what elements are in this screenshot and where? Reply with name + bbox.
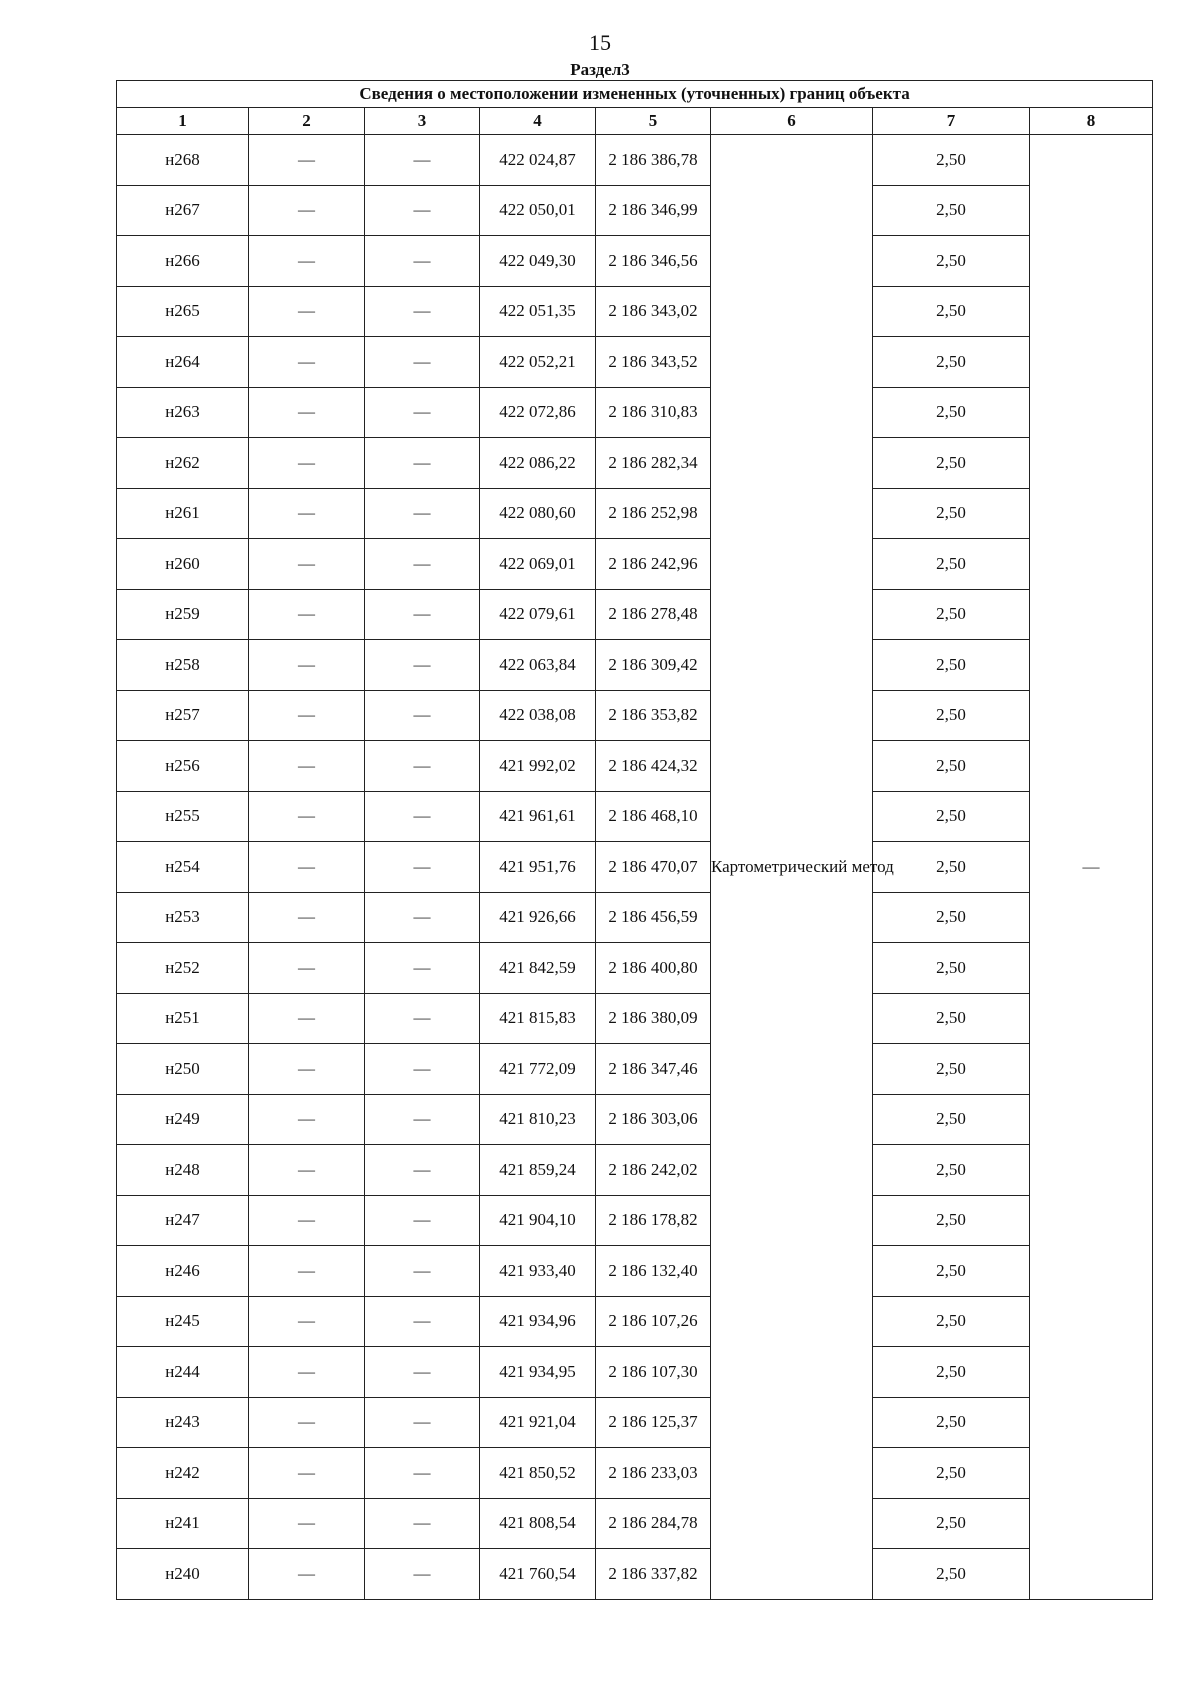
dash-cell: — — [249, 1044, 365, 1095]
dash-cell: — — [249, 1145, 365, 1196]
dash-cell: — — [249, 1549, 365, 1600]
coord-y-cell: 2 186 343,52 — [596, 337, 711, 388]
table-row — [117, 690, 1153, 741]
dash-cell: — — [365, 1094, 480, 1145]
coord-x-cell: 421 961,61 — [480, 791, 596, 842]
table-row — [117, 1145, 1153, 1196]
dash-cell: — — [365, 1246, 480, 1297]
dash-cell: — — [365, 1498, 480, 1549]
accuracy-cell: 2,50 — [873, 791, 1030, 842]
coord-x-cell: 421 760,54 — [480, 1549, 596, 1600]
dash-cell: — — [249, 387, 365, 438]
coord-x-cell: 422 051,35 — [480, 286, 596, 337]
coord-x-cell: 422 080,60 — [480, 488, 596, 539]
coord-y-cell: 2 186 424,32 — [596, 741, 711, 792]
dash-cell: — — [365, 1296, 480, 1347]
coord-x-cell: 421 815,83 — [480, 993, 596, 1044]
dash-cell: — — [249, 337, 365, 388]
coord-x-cell: 421 934,95 — [480, 1347, 596, 1398]
coord-y-cell: 2 186 252,98 — [596, 488, 711, 539]
coord-x-cell: 422 050,01 — [480, 185, 596, 236]
accuracy-cell: 2,50 — [873, 589, 1030, 640]
dash-cell: — — [249, 640, 365, 691]
dash-cell: — — [365, 1044, 480, 1095]
dash-cell: — — [365, 1549, 480, 1600]
coord-y-cell: 2 186 468,10 — [596, 791, 711, 842]
dash-cell: — — [249, 741, 365, 792]
coord-y-cell: 2 186 456,59 — [596, 892, 711, 943]
dash-cell: — — [365, 387, 480, 438]
point-name-cell: н259 — [117, 589, 249, 640]
point-name-cell: н266 — [117, 236, 249, 287]
coord-y-cell: 2 186 125,37 — [596, 1397, 711, 1448]
accuracy-cell: 2,50 — [873, 943, 1030, 994]
point-name-cell: н250 — [117, 1044, 249, 1095]
coord-x-cell: 422 052,21 — [480, 337, 596, 388]
table-row — [117, 286, 1153, 337]
coord-x-cell: 422 038,08 — [480, 690, 596, 741]
accuracy-cell: 2,50 — [873, 993, 1030, 1044]
dash-cell: — — [249, 539, 365, 590]
coord-x-cell: 421 859,24 — [480, 1145, 596, 1196]
point-name-cell: н252 — [117, 943, 249, 994]
table-row — [117, 943, 1153, 994]
coord-y-cell: 2 186 233,03 — [596, 1448, 711, 1499]
dash-cell: — — [249, 286, 365, 337]
coord-x-cell: 421 992,02 — [480, 741, 596, 792]
coord-y-cell: 2 186 107,30 — [596, 1347, 711, 1398]
dash-cell: — — [365, 337, 480, 388]
point-name-cell: н258 — [117, 640, 249, 691]
coord-x-cell: 421 842,59 — [480, 943, 596, 994]
coord-x-cell: 422 049,30 — [480, 236, 596, 287]
dash-cell: — — [365, 791, 480, 842]
accuracy-cell: 2,50 — [873, 488, 1030, 539]
column-number: 1 — [117, 108, 249, 135]
coord-x-cell: 421 933,40 — [480, 1246, 596, 1297]
coord-x-cell: 421 810,23 — [480, 1094, 596, 1145]
dash-cell: — — [249, 236, 365, 287]
point-name-cell: н260 — [117, 539, 249, 590]
point-name-cell: н243 — [117, 1397, 249, 1448]
dash-cell: — — [249, 488, 365, 539]
coord-x-cell: 422 024,87 — [480, 135, 596, 186]
accuracy-cell: 2,50 — [873, 690, 1030, 741]
coord-x-cell: 421 808,54 — [480, 1498, 596, 1549]
point-name-cell: н257 — [117, 690, 249, 741]
dash-cell: — — [249, 1347, 365, 1398]
table-title-row — [117, 81, 1153, 108]
accuracy-cell: 2,50 — [873, 1195, 1030, 1246]
coord-y-cell: 2 186 343,02 — [596, 286, 711, 337]
column-number: 2 — [249, 108, 365, 135]
coord-x-cell: 422 079,61 — [480, 589, 596, 640]
coord-x-cell: 421 934,96 — [480, 1296, 596, 1347]
coord-y-cell: 2 186 282,34 — [596, 438, 711, 489]
dash-cell: — — [249, 1195, 365, 1246]
coord-x-cell: 421 850,52 — [480, 1448, 596, 1499]
dash-cell: — — [249, 993, 365, 1044]
table-row — [117, 1094, 1153, 1145]
coord-y-cell: 2 186 353,82 — [596, 690, 711, 741]
coord-x-cell: 421 904,10 — [480, 1195, 596, 1246]
accuracy-cell: 2,50 — [873, 1549, 1030, 1600]
coordinates-table — [116, 80, 1153, 1600]
coord-y-cell: 2 186 278,48 — [596, 589, 711, 640]
coord-x-cell: 421 772,09 — [480, 1044, 596, 1095]
dash-cell: — — [365, 1448, 480, 1499]
table-row — [117, 438, 1153, 489]
table-row — [117, 1397, 1153, 1448]
dash-cell: — — [249, 438, 365, 489]
table-title: Сведения о местоположении измененных (уточненных) границ объекта — [117, 81, 1153, 108]
table-body — [117, 135, 1153, 1600]
table-row — [117, 1195, 1153, 1246]
dash-cell: — — [365, 842, 480, 893]
dash-cell: — — [365, 135, 480, 186]
dash-cell: — — [365, 741, 480, 792]
coord-y-cell: 2 186 242,02 — [596, 1145, 711, 1196]
table-row — [117, 1549, 1153, 1600]
table-row — [117, 1246, 1153, 1297]
table-row — [117, 741, 1153, 792]
accuracy-cell: 2,50 — [873, 1044, 1030, 1095]
table-row — [117, 842, 1153, 893]
coord-y-cell: 2 186 386,78 — [596, 135, 711, 186]
coord-x-cell: 421 951,76 — [480, 842, 596, 893]
point-name-cell: н255 — [117, 791, 249, 842]
dash-cell: — — [365, 1145, 480, 1196]
accuracy-cell: 2,50 — [873, 892, 1030, 943]
accuracy-cell: 2,50 — [873, 438, 1030, 489]
accuracy-cell: 2,50 — [873, 1498, 1030, 1549]
coord-y-cell: 2 186 178,82 — [596, 1195, 711, 1246]
dash-cell: — — [249, 1094, 365, 1145]
point-name-cell: н245 — [117, 1296, 249, 1347]
accuracy-cell: 2,50 — [873, 1296, 1030, 1347]
coord-x-cell: 422 063,84 — [480, 640, 596, 691]
dash-cell: — — [365, 993, 480, 1044]
point-name-cell: н247 — [117, 1195, 249, 1246]
point-name-cell: н249 — [117, 1094, 249, 1145]
point-name-cell: н264 — [117, 337, 249, 388]
coord-y-cell: 2 186 470,07 — [596, 842, 711, 893]
dash-cell: — — [365, 185, 480, 236]
accuracy-cell: 2,50 — [873, 1397, 1030, 1448]
dash-cell: — — [249, 135, 365, 186]
point-name-cell: н261 — [117, 488, 249, 539]
dash-cell: — — [365, 589, 480, 640]
dash-cell: — — [249, 1397, 365, 1448]
dash-cell: — — [365, 1195, 480, 1246]
method-cell: Картометрический метод — [711, 135, 873, 1600]
table-row — [117, 387, 1153, 438]
dash-cell: — — [365, 488, 480, 539]
table-row — [117, 640, 1153, 691]
column-number: 5 — [596, 108, 711, 135]
coord-y-cell: 2 186 107,26 — [596, 1296, 711, 1347]
table-row — [117, 539, 1153, 590]
accuracy-cell: 2,50 — [873, 1347, 1030, 1398]
point-name-cell: н244 — [117, 1347, 249, 1398]
dash-cell: — — [365, 539, 480, 590]
coord-y-cell: 2 186 284,78 — [596, 1498, 711, 1549]
accuracy-cell: 2,50 — [873, 1448, 1030, 1499]
table-row — [117, 337, 1153, 388]
accuracy-cell: 2,50 — [873, 387, 1030, 438]
accuracy-cell: 2,50 — [873, 135, 1030, 186]
column-number: 7 — [873, 108, 1030, 135]
dash-cell: — — [365, 943, 480, 994]
dash-cell: — — [249, 1448, 365, 1499]
accuracy-cell: 2,50 — [873, 539, 1030, 590]
point-name-cell: н253 — [117, 892, 249, 943]
accuracy-cell: 2,50 — [873, 1094, 1030, 1145]
dash-cell: — — [365, 640, 480, 691]
dash-cell: — — [249, 943, 365, 994]
coord-y-cell: 2 186 303,06 — [596, 1094, 711, 1145]
column-8-cell: — — [1030, 135, 1153, 1600]
dash-cell: — — [249, 690, 365, 741]
dash-cell: — — [365, 1397, 480, 1448]
coord-y-cell: 2 186 346,99 — [596, 185, 711, 236]
point-name-cell: н262 — [117, 438, 249, 489]
accuracy-cell: 2,50 — [873, 185, 1030, 236]
accuracy-cell: 2,50 — [873, 741, 1030, 792]
coord-y-cell: 2 186 347,46 — [596, 1044, 711, 1095]
coord-x-cell: 422 069,01 — [480, 539, 596, 590]
table-row — [117, 1044, 1153, 1095]
coord-y-cell: 2 186 346,56 — [596, 236, 711, 287]
page-number: 15 — [589, 30, 611, 55]
coord-y-cell: 2 186 337,82 — [596, 1549, 711, 1600]
dash-cell: — — [249, 1246, 365, 1297]
point-name-cell: н251 — [117, 993, 249, 1044]
point-name-cell: н248 — [117, 1145, 249, 1196]
accuracy-cell: 2,50 — [873, 1246, 1030, 1297]
table-row — [117, 1347, 1153, 1398]
dash-cell: — — [365, 1347, 480, 1398]
column-number-row — [117, 108, 1153, 135]
accuracy-cell: 2,50 — [873, 1145, 1030, 1196]
coord-y-cell: 2 186 132,40 — [596, 1246, 711, 1297]
point-name-cell: н240 — [117, 1549, 249, 1600]
dash-cell: — — [365, 236, 480, 287]
table-row — [117, 1498, 1153, 1549]
table-row — [117, 589, 1153, 640]
column-number: 3 — [365, 108, 480, 135]
dash-cell: — — [365, 690, 480, 741]
coord-y-cell: 2 186 309,42 — [596, 640, 711, 691]
coord-x-cell: 421 921,04 — [480, 1397, 596, 1448]
point-name-cell: н268 — [117, 135, 249, 186]
coord-y-cell: 2 186 380,09 — [596, 993, 711, 1044]
dash-cell: — — [365, 286, 480, 337]
accuracy-cell: 2,50 — [873, 337, 1030, 388]
coord-y-cell: 2 186 400,80 — [596, 943, 711, 994]
accuracy-cell: 2,50 — [873, 842, 1030, 893]
point-name-cell: н263 — [117, 387, 249, 438]
table-row — [117, 1448, 1153, 1499]
point-name-cell: н241 — [117, 1498, 249, 1549]
table-row — [117, 892, 1153, 943]
dash-cell: — — [249, 892, 365, 943]
dash-cell: — — [249, 589, 365, 640]
point-name-cell: н256 — [117, 741, 249, 792]
accuracy-cell: 2,50 — [873, 236, 1030, 287]
table-row — [117, 185, 1153, 236]
coord-x-cell: 422 072,86 — [480, 387, 596, 438]
coord-y-cell: 2 186 242,96 — [596, 539, 711, 590]
accuracy-cell: 2,50 — [873, 286, 1030, 337]
dash-cell: — — [249, 791, 365, 842]
dash-cell: — — [249, 185, 365, 236]
column-number: 6 — [711, 108, 873, 135]
coord-y-cell: 2 186 310,83 — [596, 387, 711, 438]
dash-cell: — — [249, 1498, 365, 1549]
dash-cell: — — [365, 892, 480, 943]
table-row — [117, 1296, 1153, 1347]
section-title: Раздел3 — [570, 60, 630, 79]
point-name-cell: н254 — [117, 842, 249, 893]
dash-cell: — — [365, 438, 480, 489]
point-name-cell: н242 — [117, 1448, 249, 1499]
table-row — [117, 135, 1153, 186]
table-row — [117, 791, 1153, 842]
dash-cell: — — [249, 1296, 365, 1347]
table-row — [117, 488, 1153, 539]
table-row — [117, 993, 1153, 1044]
dash-cell: — — [249, 842, 365, 893]
coord-x-cell: 422 086,22 — [480, 438, 596, 489]
table-row — [117, 236, 1153, 287]
column-number: 8 — [1030, 108, 1153, 135]
point-name-cell: н265 — [117, 286, 249, 337]
point-name-cell: н246 — [117, 1246, 249, 1297]
point-name-cell: н267 — [117, 185, 249, 236]
coord-x-cell: 421 926,66 — [480, 892, 596, 943]
accuracy-cell: 2,50 — [873, 640, 1030, 691]
column-number: 4 — [480, 108, 596, 135]
